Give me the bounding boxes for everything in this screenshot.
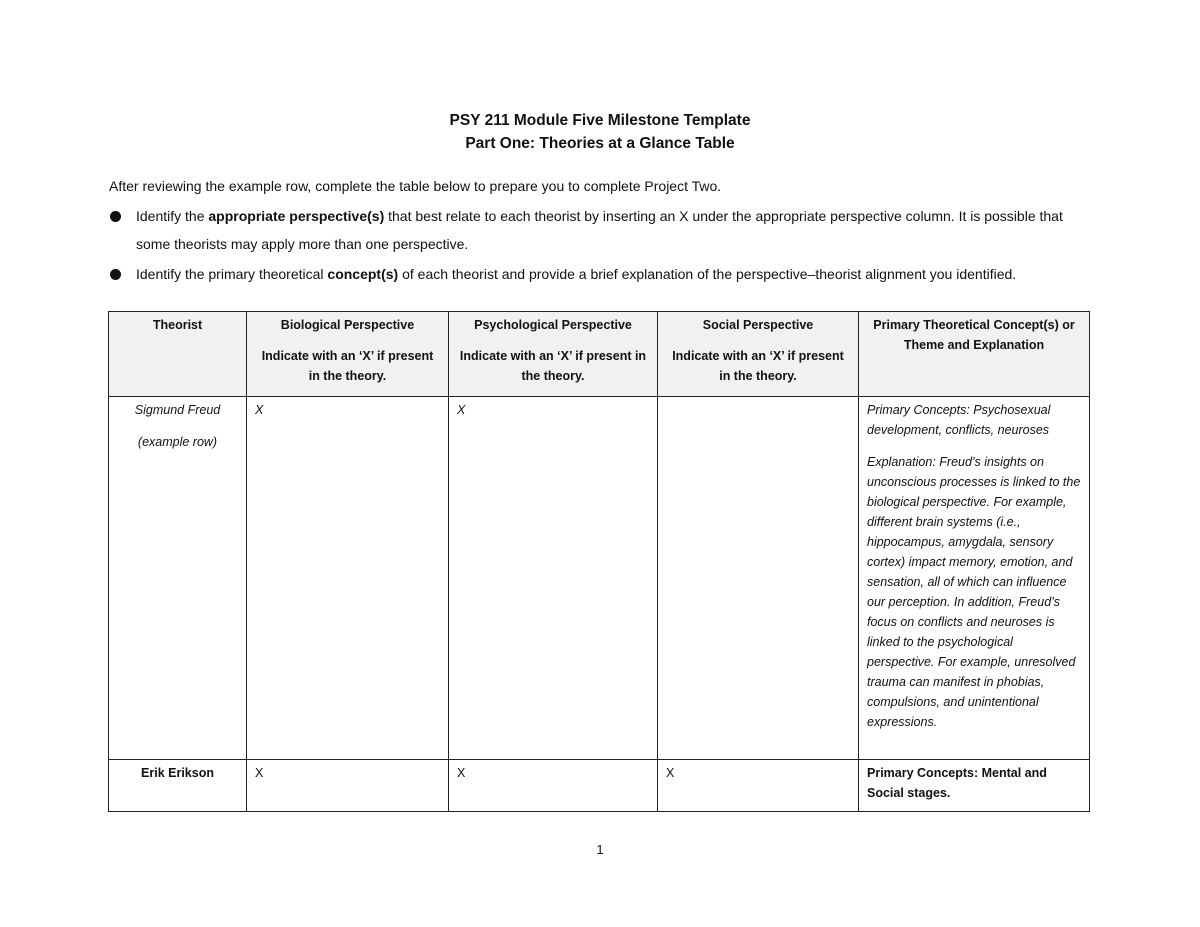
- bullet-icon: [110, 211, 121, 222]
- biological-cell: X: [247, 760, 449, 812]
- table-row: [109, 397, 1090, 760]
- bullet-text: Identify the appropriate perspective(s) that best relate to each theorist by inserting an X under the appropriate perspective column. It is possible that some theorists may apply more than one perspective.: [136, 208, 1063, 252]
- header-biological: Biological Perspective Indicate with an ‘X’ if present in the theory.: [247, 312, 449, 397]
- example-row-note: (example row): [137, 435, 218, 449]
- page-number: 1: [596, 842, 604, 857]
- theorist-name: Sigmund Freud: [134, 403, 221, 417]
- psychological-cell: X: [449, 760, 658, 812]
- header-theorist: Theorist: [109, 312, 247, 397]
- theorist-cell: Erik Erikson: [109, 760, 247, 812]
- bullet-icon: [110, 269, 121, 280]
- psychological-cell: X: [449, 397, 658, 760]
- header-social: Social Perspective Indicate with an ‘X’ if present in the theory.: [658, 312, 859, 397]
- primary-concepts: Primary Concepts: Psychosexual development, conflicts, neuroses: [867, 403, 1051, 437]
- header-psychological: Psychological Perspective Indicate with an ‘X’ if present in the theory.: [449, 312, 658, 397]
- concept-cell: [859, 397, 1090, 760]
- document-title: PSY 211 Module Five Milestone Template: [449, 112, 751, 129]
- theories-table: [108, 311, 1090, 812]
- social-cell: [658, 397, 859, 760]
- biological-cell: X: [247, 397, 449, 760]
- intro-text: After reviewing the example row, complete the table below to prepare you to complete Project Two.: [109, 178, 722, 194]
- theorist-cell: [109, 397, 247, 760]
- social-cell: X: [658, 760, 859, 812]
- table-header-row: [109, 312, 1090, 397]
- document-subtitle: Part One: Theories at a Glance Table: [465, 135, 735, 152]
- header-concept: Primary Theoretical Concept(s) or Theme and Explanation: [859, 312, 1090, 397]
- bullet-text: Identify the primary theoretical concept(s) of each theorist and provide a brief explanation of the perspective–theorist alignment you identified.: [136, 266, 1017, 282]
- table-row: [109, 760, 1090, 812]
- concept-cell: Primary Concepts: Mental and Social stages.: [859, 760, 1090, 812]
- explanation: Explanation: Freud’s insights on unconscious processes is linked to the biological perspective. For example, different brain systems (i.e., hippocampus, amygdala, sensory cortex) impact memory, emotion, and sensation, all of which can influence our perception. In addition, Freud’s focus on conflicts and neuroses is linked to the psychological perspective. For example, unresolved trauma can manifest in phobias, compulsions, and unintentional expressions.: [867, 455, 1081, 729]
